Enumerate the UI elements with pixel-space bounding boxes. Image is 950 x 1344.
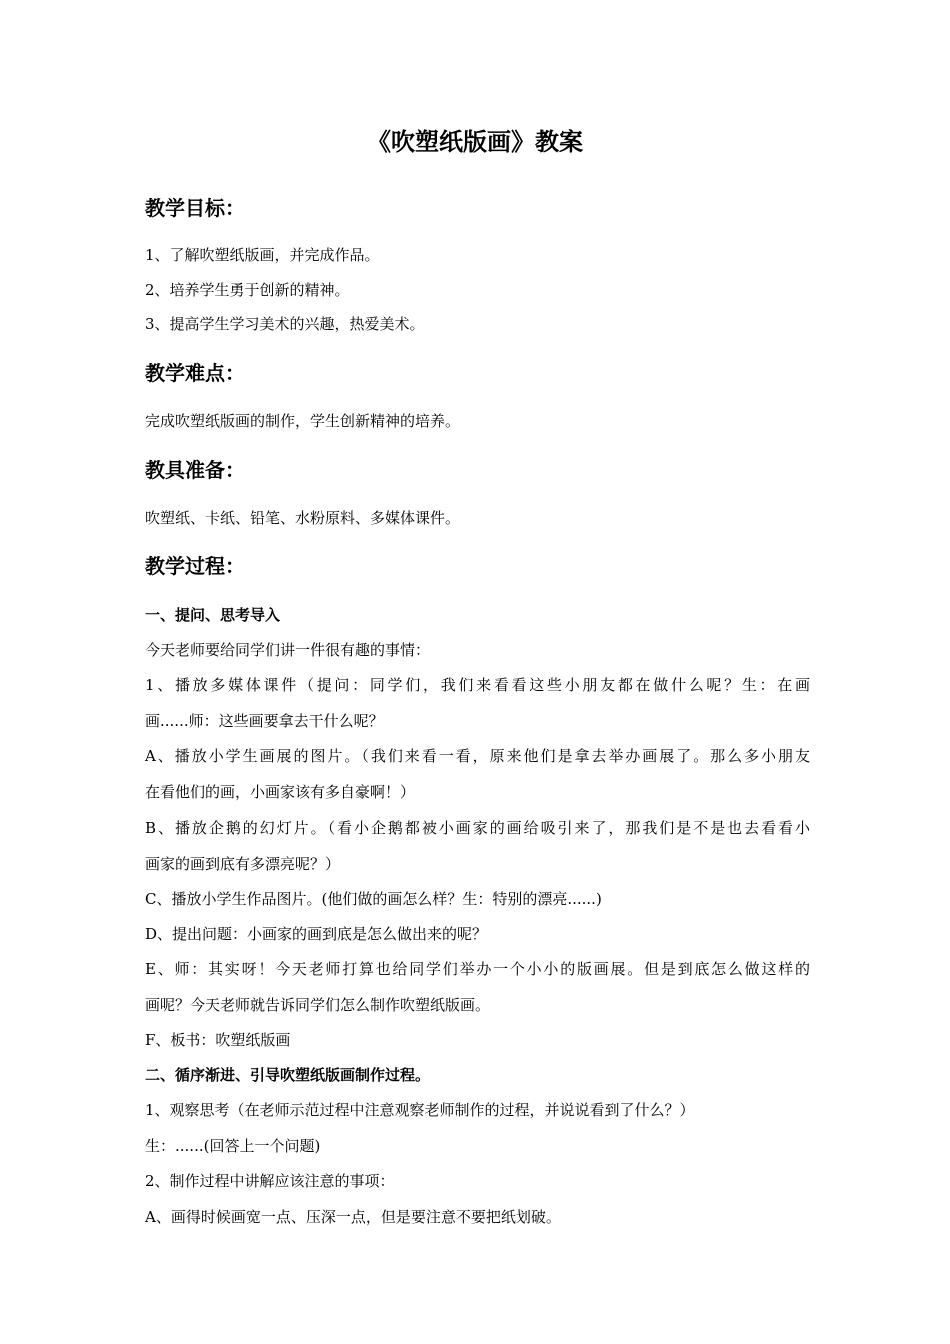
section2-line: 生：......(回答上一个问题) xyxy=(145,1137,321,1155)
goal-item: 2、培养学生勇于创新的精神。 xyxy=(145,281,350,299)
section1-line: C、播放小学生作品图片。(他们做的画怎么样？生：特别的漂亮......) xyxy=(145,890,602,908)
materials-heading: 教具准备： xyxy=(145,458,245,482)
section1-line: 画呢？今天老师就告诉同学们怎么制作吹塑纸版画。 xyxy=(145,996,491,1014)
section1-line: 在看他们的画，小画家该有多自豪啊！） xyxy=(145,783,416,801)
difficulty-text: 完成吹塑纸版画的制作，学生创新精神的培养。 xyxy=(145,412,461,430)
section2-line: 2、制作过程中讲解应该注意的事项： xyxy=(145,1172,395,1190)
materials-text: 吹塑纸、卡纸、铅笔、水粉原料、多媒体课件。 xyxy=(145,509,461,527)
goal-item: 3、提高学生学习美术的兴趣，热爱美术。 xyxy=(145,315,425,333)
section1-line: A、播放小学生画展的图片。（我们来看一看，原来他们是拿去举办画展了。那么多小朋友 xyxy=(145,747,810,765)
section2-line: 1、观察思考（在老师示范过程中注意观察老师制作的过程，并说说看到了什么？） xyxy=(145,1101,695,1119)
section2-line: A、画得时候画宽一点、压深一点，但是要注意不要把纸划破。 xyxy=(145,1208,561,1226)
difficulty-heading: 教学难点： xyxy=(145,361,245,385)
goals-heading: 教学目标： xyxy=(145,196,245,220)
section1-line: 画家的画到底有多漂亮呢？） xyxy=(145,855,341,873)
section1-line: D、提出问题：小画家的画到底是怎么做出来的呢？ xyxy=(145,925,488,943)
section1-line: F、板书：吹塑纸版画 xyxy=(145,1031,291,1049)
section2-heading: 二、循序渐进、引导吹塑纸版画制作过程。 xyxy=(145,1066,431,1084)
process-heading: 教学过程： xyxy=(145,554,245,578)
section1-line: 今天老师要给同学们讲一件很有趣的事情： xyxy=(145,641,431,659)
section1-line: B、播放企鹅的幻灯片。（看小企鹅都被小画家的画给吸引来了，那我们是不是也去看看小 xyxy=(145,819,810,837)
section1-line: E、师：其实呀！今天老师打算也给同学们举办一个小小的版画展。但是到底怎么做这样的 xyxy=(145,960,810,978)
document-title: 《吹塑纸版画》教案 xyxy=(367,127,583,156)
section1-line: 1、播放多媒体课件（提问：同学们，我们来看看这些小朋友都在做什么呢？生：在画 xyxy=(145,676,810,694)
section1-heading: 一、提问、思考导入 xyxy=(145,606,281,624)
section1-line: 画......师：这些画要拿去干什么呢？ xyxy=(145,712,384,730)
goal-item: 1、了解吹塑纸版画，并完成作品。 xyxy=(145,246,380,264)
